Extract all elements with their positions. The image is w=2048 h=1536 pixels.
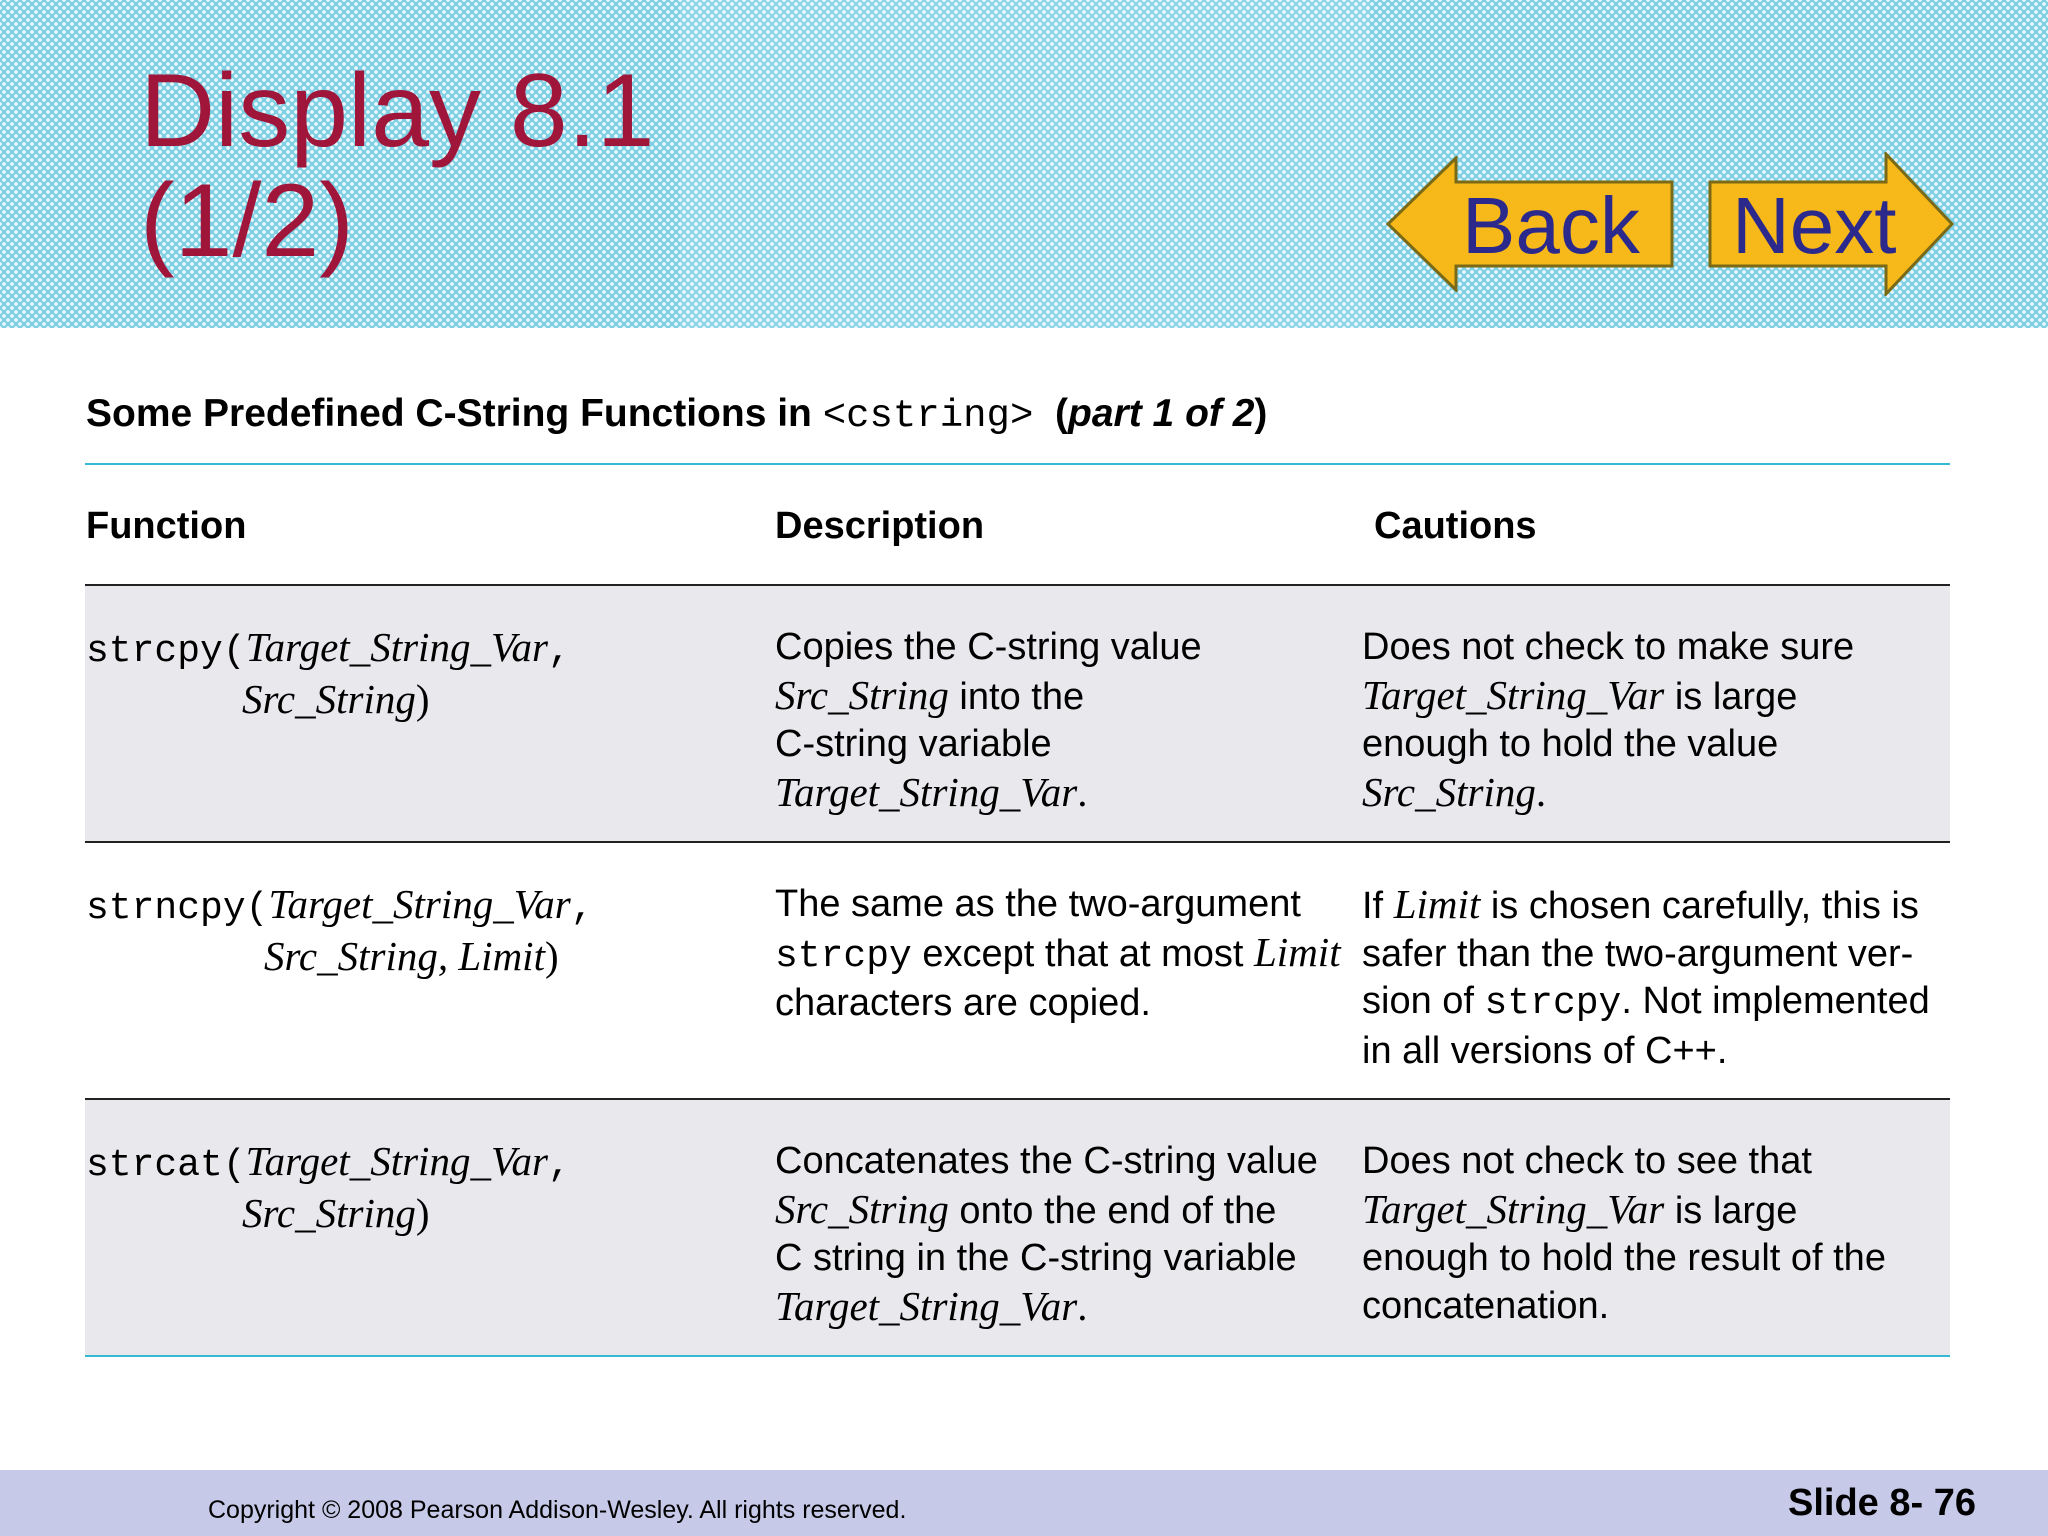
row2-func-arg1: Target_String_Var bbox=[268, 881, 571, 927]
header-function: Function bbox=[86, 505, 247, 547]
row2-func-close: ) bbox=[544, 932, 559, 979]
next-button[interactable] bbox=[1708, 152, 1954, 296]
slide-title-line1: Display 8.1 bbox=[140, 53, 655, 169]
row1-cautions bbox=[1362, 624, 1854, 818]
row3-desc-l1: Concatenates the C-string value bbox=[775, 1140, 1318, 1182]
row1-caut-l1: Does not check to make sure bbox=[1362, 626, 1855, 668]
row3-caut-l3: enough to hold the result of the bbox=[1362, 1237, 1886, 1279]
row2-caut-l3-code: strcpy bbox=[1484, 982, 1622, 1025]
row2-func-comma: , bbox=[570, 887, 594, 930]
caption-code: <cstring> bbox=[822, 394, 1034, 438]
row3-caut-l1: Does not check to see that bbox=[1362, 1140, 1812, 1182]
row2-description bbox=[775, 881, 1341, 1028]
next-button-label: Next bbox=[1732, 181, 1897, 270]
row3-function bbox=[86, 1138, 571, 1239]
row1-func-name: strcpy( bbox=[86, 630, 246, 673]
row2-caut-l2: safer than the two-argument ver- bbox=[1362, 932, 1914, 975]
table-caption bbox=[86, 392, 1267, 438]
copyright-notice: Copyright © 2008 Pearson Addison-Wesley. All rights reserved. bbox=[208, 1496, 907, 1524]
row2-function bbox=[86, 881, 594, 982]
row1-func-arg1: Target_String_Var bbox=[245, 624, 548, 670]
row1-desc-l2-rest: into the bbox=[948, 675, 1085, 718]
row3-func-name: strcat( bbox=[86, 1144, 246, 1187]
row2-desc-l1: The same as the two-argument bbox=[775, 883, 1301, 925]
row1-desc-l4-italic: Target_String_Var bbox=[775, 768, 1078, 815]
row1-caut-l2-italic: Target_String_Var bbox=[1362, 671, 1665, 718]
back-button[interactable] bbox=[1386, 156, 1676, 292]
row1-desc-l1: Copies the C-string value bbox=[775, 626, 1202, 668]
row1-caut-l2-rest: is large bbox=[1664, 675, 1798, 718]
back-button-label: Back bbox=[1462, 181, 1640, 270]
slide-title bbox=[140, 53, 655, 279]
row2-caut-l1-pre: If bbox=[1362, 885, 1394, 927]
row3-caut-l4: concatenation. bbox=[1362, 1284, 1610, 1327]
row3-caut-l2-rest: is large bbox=[1664, 1189, 1798, 1232]
row1-description bbox=[775, 624, 1202, 818]
row3-func-comma: , bbox=[547, 1144, 571, 1187]
row1-func-arg2: Src_String bbox=[242, 675, 416, 722]
row2-func-arg2: Src_String, Limit bbox=[264, 932, 545, 979]
row2-caut-l3-rest: . Not implemented bbox=[1621, 980, 1930, 1022]
caption-part: part 1 of 2 bbox=[1068, 392, 1255, 435]
caption-open: ( bbox=[1055, 392, 1069, 435]
row3-func-close: ) bbox=[415, 1189, 430, 1236]
row1-desc-l4-rest: . bbox=[1077, 768, 1088, 815]
row3-desc-l2-italic: Src_String bbox=[775, 1185, 949, 1232]
row3-cautions bbox=[1362, 1138, 1886, 1330]
row2-desc-l2-mid: except that at most bbox=[911, 932, 1254, 975]
row1-caut-l3: enough to hold the value bbox=[1362, 723, 1779, 765]
row3-description bbox=[775, 1138, 1318, 1332]
row2-desc-l2-italic: Limit bbox=[1254, 928, 1341, 975]
row3-func-arg1: Target_String_Var bbox=[245, 1138, 548, 1184]
row2-desc-l2-code: strcpy bbox=[775, 934, 912, 978]
row2-cautions bbox=[1362, 881, 1930, 1075]
row1-caut-l4-italic: Src_String bbox=[1362, 768, 1536, 815]
row2-desc-l3: characters are copied. bbox=[775, 982, 1151, 1024]
row3-desc-l3: C string in the C-string variable bbox=[775, 1237, 1297, 1279]
row2-caut-l1-italic: Limit bbox=[1393, 881, 1481, 927]
row1-desc-l2-italic: Src_String bbox=[775, 671, 949, 718]
row2-caut-l3-pre: sion of bbox=[1362, 980, 1485, 1022]
row1-function bbox=[86, 624, 571, 725]
header-pattern-panel bbox=[680, 0, 1370, 328]
row2-caut-l1-rest: is chosen carefully, this is bbox=[1480, 885, 1919, 927]
row1-desc-l3: C-string variable bbox=[775, 723, 1052, 765]
row-divider bbox=[85, 841, 1950, 843]
row3-desc-l2-rest: onto the end of the bbox=[948, 1189, 1277, 1232]
caption-divider bbox=[85, 463, 1950, 465]
row1-func-comma: , bbox=[547, 630, 571, 673]
row3-desc-l4-rest: . bbox=[1077, 1282, 1088, 1329]
row1-func-close: ) bbox=[415, 675, 430, 722]
row2-func-name: strncpy( bbox=[86, 887, 269, 930]
row2-caut-l4: in all versions of C++. bbox=[1362, 1029, 1728, 1072]
header-description: Description bbox=[775, 505, 985, 547]
slide-title-line2: (1/2) bbox=[140, 163, 354, 279]
row3-func-arg2: Src_String bbox=[242, 1189, 416, 1236]
caption-close: ) bbox=[1254, 392, 1268, 435]
slide-number: Slide 8- 76 bbox=[1788, 1482, 1976, 1524]
row1-caut-l4-rest: . bbox=[1535, 768, 1547, 815]
caption-text: Some Predefined C-String Functions in bbox=[86, 392, 823, 435]
header-cautions: Cautions bbox=[1374, 505, 1537, 547]
table-bottom-rule bbox=[85, 1355, 1950, 1357]
row3-desc-l4-italic: Target_String_Var bbox=[775, 1282, 1078, 1329]
row3-caut-l2-italic: Target_String_Var bbox=[1362, 1185, 1665, 1232]
